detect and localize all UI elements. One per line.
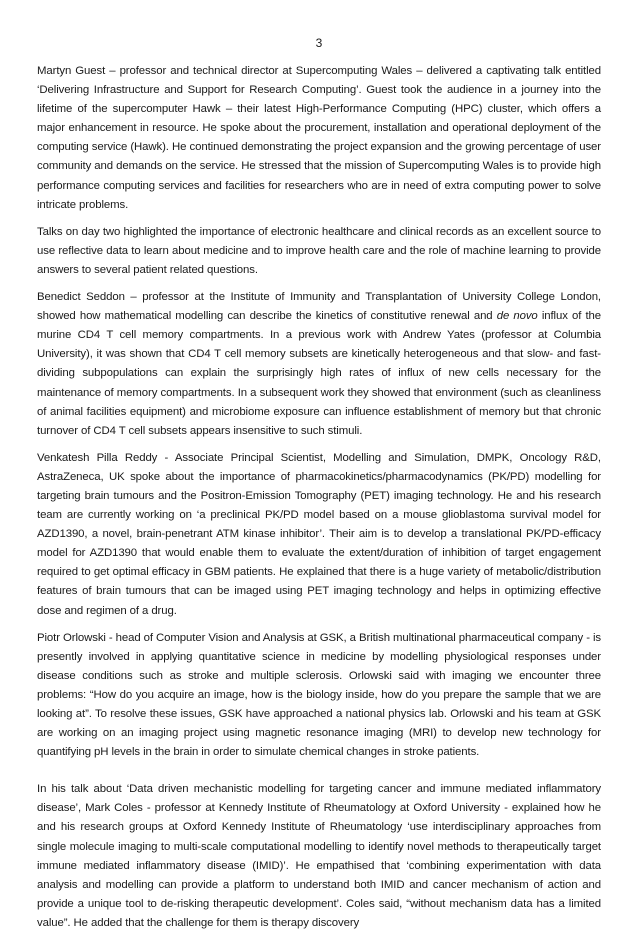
page-number: 3 xyxy=(315,36,323,50)
paragraph-text-end: influx of the murine CD4 T cell memory compartments. In a previous work with Andrew Yates (professor at Columbia University), it was shown that CD4 T cell memory subsets are kinetically heterogeneous and that slow- and fast-dividing subpopulations can explain the surprisingly high rates of influx of new cells necessary for the maintenance of memory compartments. In a subsequent work they showed that environment (such as cleanliness of animal facilities equipment) and microbiome exposure can influence establishment of memory but that chronic turnover of CD4 T cell subsets appears insensitive to such stimuli. xyxy=(37,310,601,437)
paragraph-day-two: Talks on day two highlighted the importance of electronic healthcare and clinical records as an excellent source to use reflective data to learn about medicine and to improve health care and the role of machine learning to provide answers to several patient related questions. xyxy=(37,225,601,276)
paragraph-venkatesh-reddy: Venkatesh Pilla Reddy - Associate Principal Scientist, Modelling and Simulation, DMPK, Oncology R&D, AstraZeneca, UK spoke about the importance of pharmacokinetics/pharmacodynamics (PK/PD) modelling for targeting brain tumours and the Positron-Emission Tomography (PET) imaging technology. He and his research team are currently working on ‘a preclinical PK/PD model based on a mouse glioblastoma survival model for AZD1390, a novel, brain-penetrant ATM kinase inhibitor’. Their aim is to develop a translational PK/PD-efficacy model for AZD1390 that would enable them to evaluate the extent/duration of inhibition of target engagement required to get optimal efficacy in GBM patients. He explained that there is a huge variety of metabolic/distribution features of brain tumours that can be imaged using PET imaging technology and helps in optimizing effective dose and regimen of a drug. xyxy=(37,451,601,617)
paragraph-piotr-orlowski: Piotr Orlowski - head of Computer Vision and Analysis at GSK, a British multinational pharmaceutical company - is presently involved in applying quantitative science in medicine by modelling physiological responses under disease conditions such as stroke and multiple sclerosis. Orlowski said with imaging we encounter three problems: “How do you acquire an image, how is the biology inside, how do you prepare the sample that we are looking at”. To resolve these issues, GSK have approached a national physics lab. Orlowski and his team at GSK are working on an imaging project using magnetic resonance imaging (MRI) to develop new technology for quantifying pH levels in the brain in order to simulate chemical changes in stroke patients. xyxy=(37,631,601,759)
paragraph-text-start: Benedict Seddon – professor at the Institute of Immunity and Transplantation of University College London, showed how mathematical modelling can describe the kinetics of constitutive renewal and xyxy=(37,291,601,323)
italic-term: de novo xyxy=(496,310,538,323)
paragraph-mark-coles: In his talk about ‘Data driven mechanistic modelling for targeting cancer and immune mediated inflammatory disease’, Mark Coles - professor at Kennedy Institute of Rheumatology at Oxford University - explained how he and his research groups at Oxford Kennedy Institute of Rheumatology ‘use interdisciplinary approaches from single molecule imaging to multi-scale computational modelling to identify novel methods to therapeutically target immune mediated inflammatory disease (IMID)’. He empathised that ‘combining experimentation with data analysis and modelling can provide a platform to understand both IMID and cancer mechanism of action and provide a unique tool to de-risking therapeutic development’. Coles said, “without mechanism data has a limited value”. He added that the challenge for them is therapy discovery xyxy=(37,783,601,929)
paragraph-martyn-guest: Martyn Guest – professor and technical director at Supercomputing Wales – delivered a captivating talk entitled ‘Delivering Infrastructure and Support for Research Computing’. Guest took the audience in a journey into the lifetime of the supercomputer Hawk – their latest High-Performance Computing (HPC) cluster, which offers a major enhancement in resource. He spoke about the procurement, installation and operational deployment of the computing service (Hawk). He continued demonstrating the project expansion and the growing percentage of user community and demands on the service. He stressed that the mission of Supercomputing Wales is to provide high performance computing services and facilities for researchers who are in need of extra computing power to solve intricate problems. xyxy=(37,65,601,211)
paragraph-benedict-seddon xyxy=(37,288,601,441)
body-text xyxy=(37,62,601,941)
